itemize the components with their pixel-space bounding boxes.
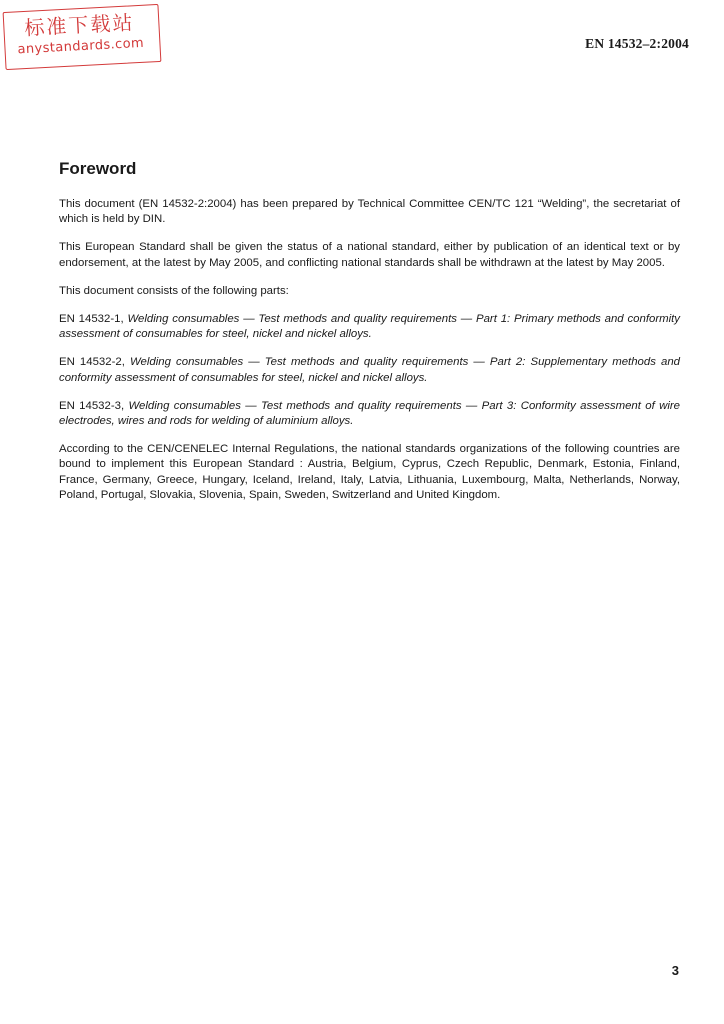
watermark-stamp <box>3 4 162 70</box>
list-item-part-3 <box>59 399 680 429</box>
stamp-chinese-text: 标准下载站 <box>23 10 135 40</box>
part-3-code: EN 14532-3, <box>59 399 129 412</box>
paragraph-regulations: According to the CEN/CENELEC Internal Regulations, the national standards organizations of the following countries are bound to implement this European Standard : Austria, Belgium, Cyprus, Czech Republic, Denmark, Estonia, Finland, France, Germany, Greece, Hungary, Iceland, Ireland, Italy, Latvia, Lithuania, Luxembourg, Malta, Netherlands, Norway, Poland, Portugal, Slovakia, Slovenia, Spain, Sweden, Switzerland and United Kingdom. <box>59 443 680 501</box>
paragraph-status: This European Standard shall be given the status of a national standard, either by publication of an identical text or by endorsement, at the latest by May 2005, and conflicting national standards shall be withdrawn at the latest by May 2005. <box>59 241 680 269</box>
document-code: EN 14532–2:2004 <box>585 36 689 51</box>
paragraph-preparation: This document (EN 14532-2:2004) has been prepared by Technical Committee CEN/TC 121 “Welding”, the secretariat of which is held by DIN. <box>59 198 680 226</box>
part-2-code: EN 14532-2, <box>59 356 130 369</box>
list-item-part-2 <box>59 355 680 385</box>
stamp-url-text: anystandards.com <box>17 35 145 58</box>
list-item-part-1 <box>59 312 680 342</box>
part-1-title: Welding consumables — Test methods and quality requirements — Part 1: Primary methods and conformity assessment of consumables for steel, nickel and nickel alloys. <box>59 313 681 341</box>
part-1-code: EN 14532-1, <box>59 313 128 326</box>
part-2-title: Welding consumables — Test methods and quality requirements — Part 2: Supplementary methods and conformity assessment of consumables for steel, nickel and nickel alloys. <box>59 356 681 384</box>
page-title: Foreword <box>59 159 137 178</box>
paragraph-parts-intro: This document consists of the following parts: <box>59 284 289 297</box>
foreword-body <box>59 197 680 516</box>
page-number: 3 <box>671 963 679 978</box>
part-3-title: Welding consumables — Test methods and quality requirements — Part 3: Conformity assessment of wire electrodes, wires and rods for welding of aluminium alloys. <box>59 399 680 428</box>
